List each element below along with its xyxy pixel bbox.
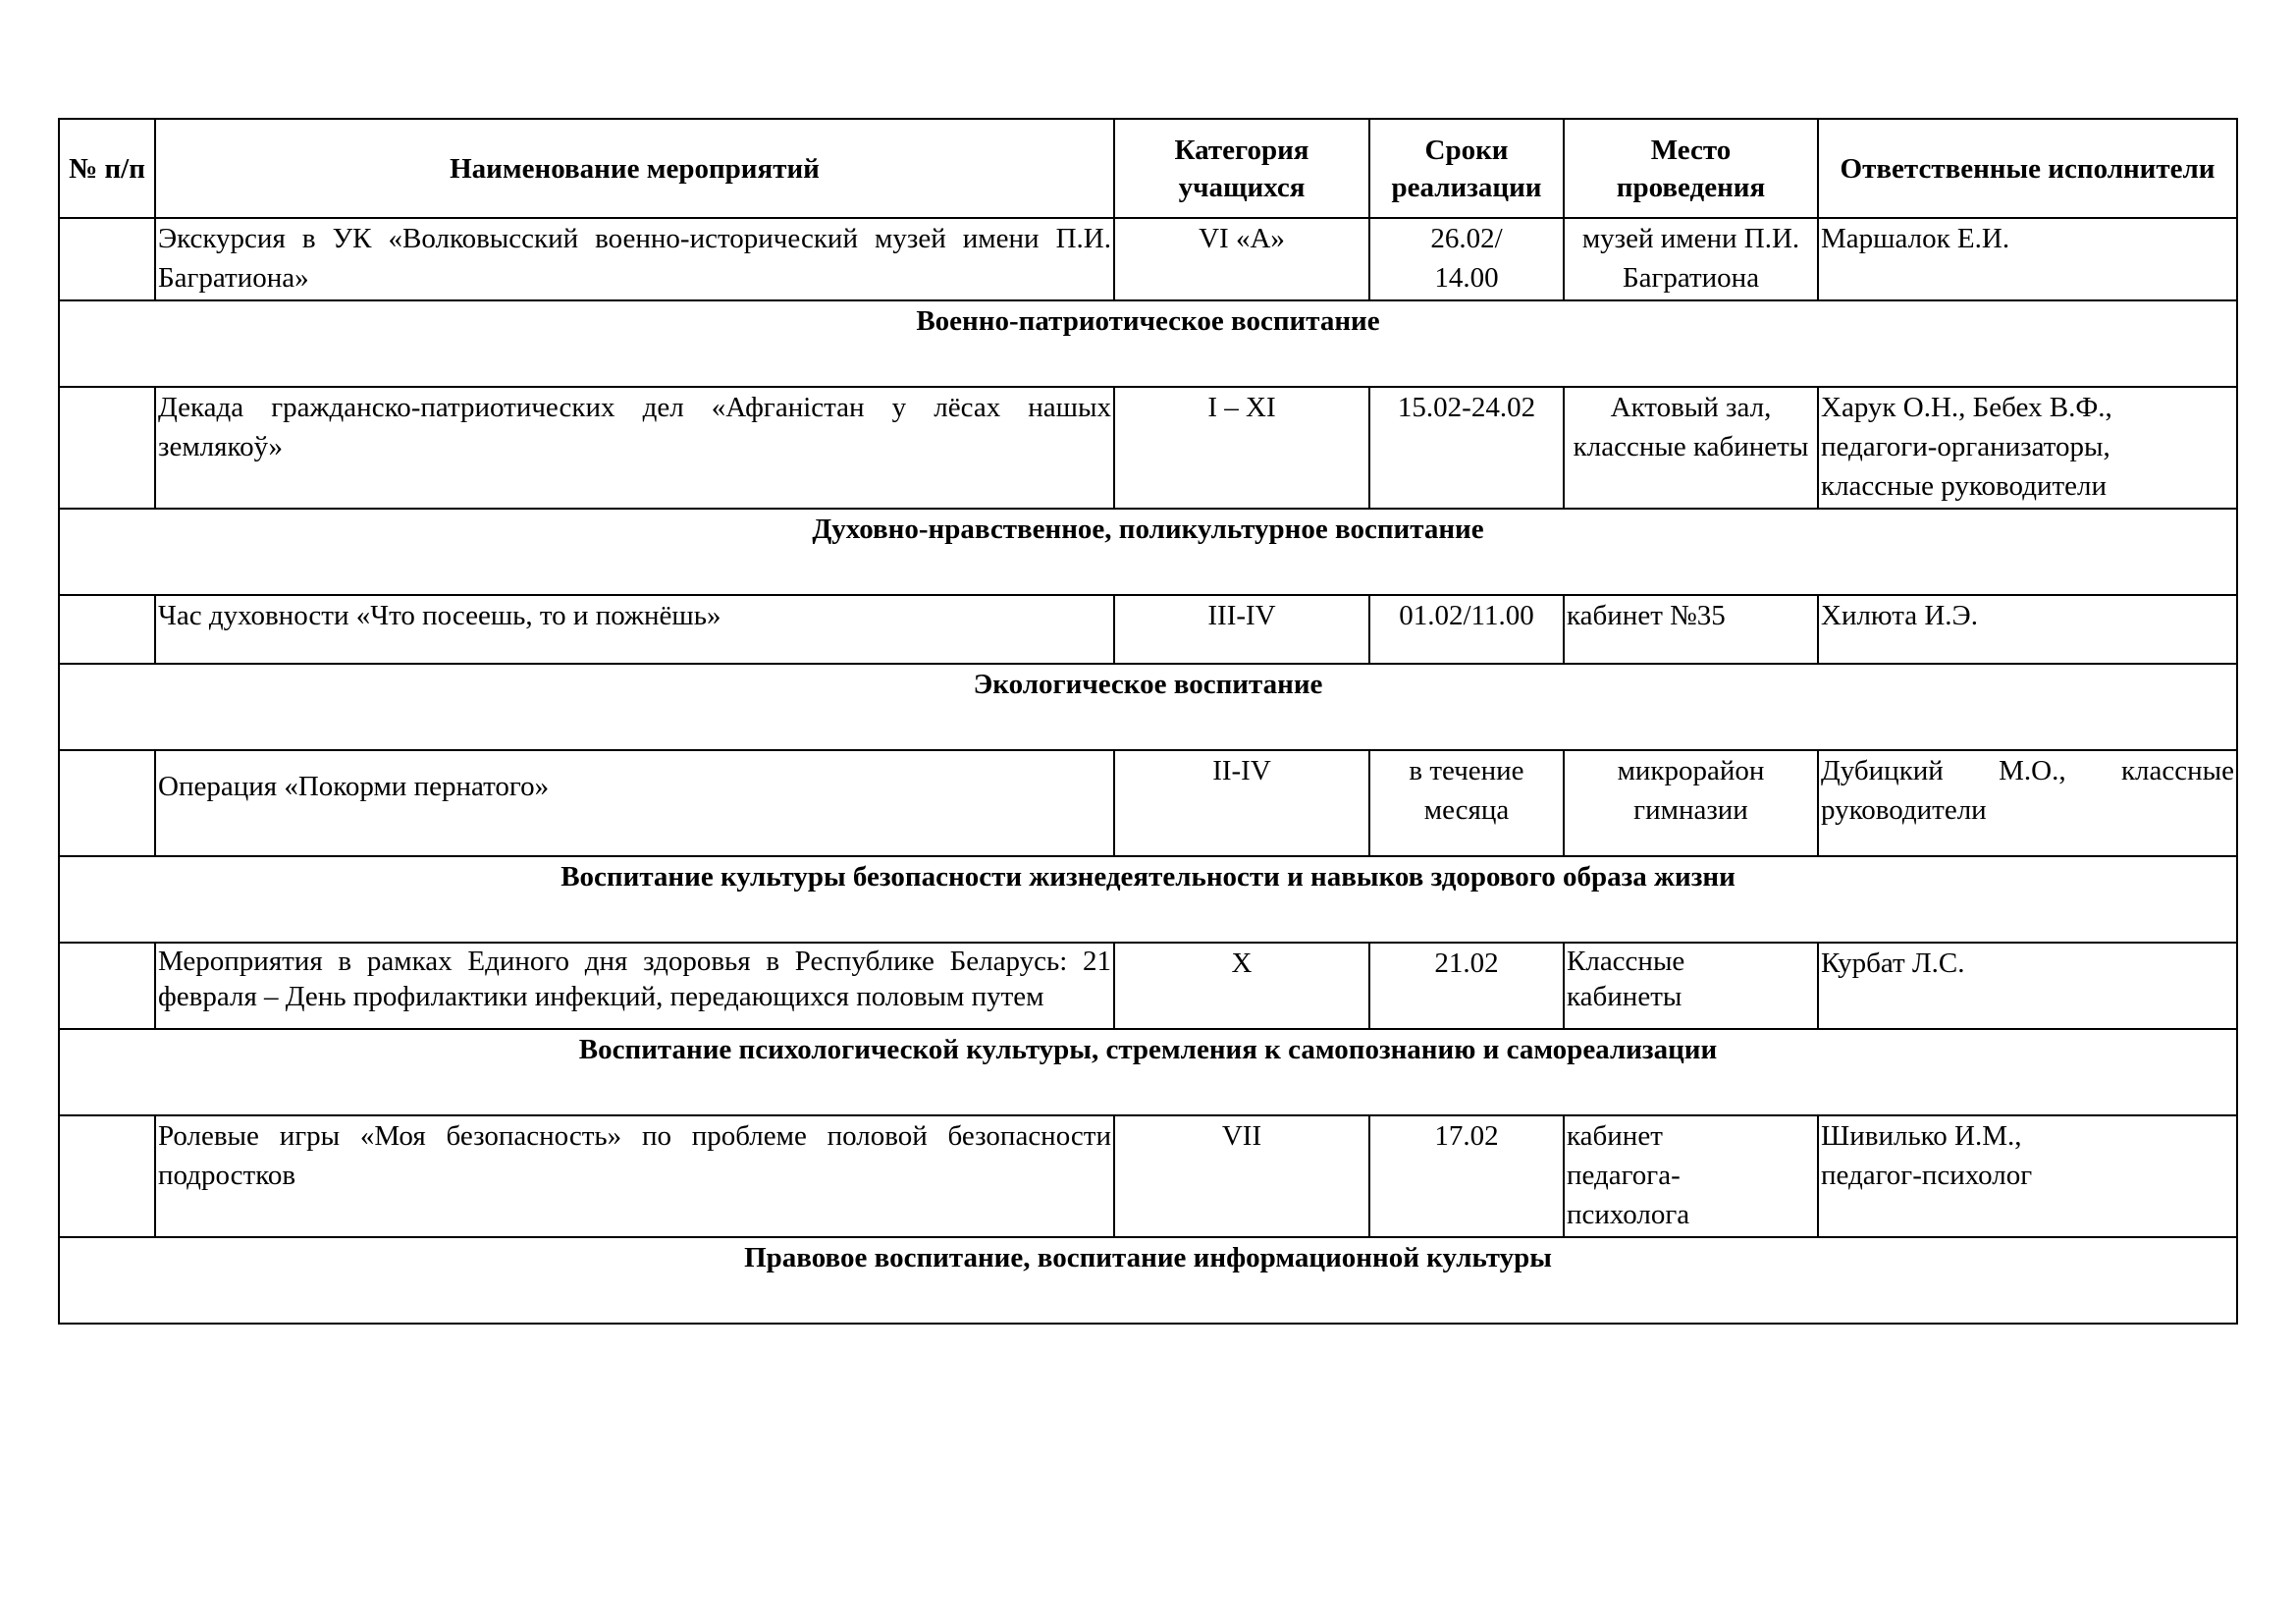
category-cell: III-IV [1114, 595, 1369, 664]
row-number-cell [59, 218, 155, 300]
place-cell: Классные кабинеты [1564, 943, 1818, 1029]
table-row [59, 1115, 2237, 1237]
event-name-cell: Мероприятия в рамках Единого дня здоровья в Республике Беларусь: 21 февраля – День профилактики инфекций, передающихся половым путем [155, 943, 1114, 1029]
section-heading: Духовно-нравственное, поликультурное воспитание [59, 509, 2237, 595]
table-row [59, 750, 2237, 856]
event-name-cell: Декада гражданско-патриотических дел «Афганістан у лёсах нашых землякоў» [155, 387, 1114, 509]
category-cell: X [1114, 943, 1369, 1029]
dates-cell: 17.02 [1369, 1115, 1564, 1237]
header-dates: Сроки реализации [1369, 119, 1564, 218]
section-heading: Экологическое воспитание [59, 664, 2237, 750]
dates-cell: 26.02/ 14.00 [1369, 218, 1564, 300]
responsible-cell: Маршалок Е.И. [1818, 218, 2237, 300]
section-row [59, 664, 2237, 750]
section-row [59, 300, 2237, 387]
section-heading: Воспитание психологической культуры, стремления к самопознанию и самореализации [59, 1029, 2237, 1115]
dates-cell: в течение месяца [1369, 750, 1564, 856]
place-cell: Актовый зал, классные кабинеты [1564, 387, 1818, 509]
category-cell: VII [1114, 1115, 1369, 1237]
category-cell: II-IV [1114, 750, 1369, 856]
responsible-cell: Дубицкий М.О., классные руководители [1818, 750, 2237, 856]
row-number-cell [59, 595, 155, 664]
responsible-cell: Хилюта И.Э. [1818, 595, 2237, 664]
event-name-cell: Операция «Покорми пернатого» [155, 750, 1114, 856]
section-heading: Правовое воспитание, воспитание информационной культуры [59, 1237, 2237, 1324]
section-heading: Военно-патриотическое воспитание [59, 300, 2237, 387]
document-page [58, 118, 2236, 1325]
row-number-cell [59, 387, 155, 509]
section-row [59, 1029, 2237, 1115]
event-name-cell: Час духовности «Что посеешь, то и пожнёшь» [155, 595, 1114, 664]
table-row [59, 943, 2237, 1029]
table-row [59, 218, 2237, 300]
event-name-cell: Экскурсия в УК «Волковысский военно-исторический музей имени П.И. Багратиона» [155, 218, 1114, 300]
responsible-cell: Курбат Л.С. [1818, 943, 2237, 1029]
events-table [58, 118, 2238, 1325]
section-heading: Воспитание культуры безопасности жизнедеятельности и навыков здорового образа жизни [59, 856, 2237, 943]
category-cell: I – XI [1114, 387, 1369, 509]
table-row [59, 387, 2237, 509]
row-number-cell [59, 750, 155, 856]
responsible-cell: Шивилько И.М., педагог-психолог [1818, 1115, 2237, 1237]
section-row [59, 856, 2237, 943]
header-student-category: Категория учащихся [1114, 119, 1369, 218]
dates-cell: 15.02-24.02 [1369, 387, 1564, 509]
place-cell: кабинет №35 [1564, 595, 1818, 664]
row-number-cell [59, 943, 155, 1029]
place-cell: микрорайон гимназии [1564, 750, 1818, 856]
header-event-name: Наименование мероприятий [155, 119, 1114, 218]
responsible-cell: Харук О.Н., Бебех В.Ф., педагоги-организаторы, классные руководители [1818, 387, 2237, 509]
dates-cell: 01.02/11.00 [1369, 595, 1564, 664]
dates-cell: 21.02 [1369, 943, 1564, 1029]
place-cell: кабинет педагога- психолога [1564, 1115, 1818, 1237]
event-name-cell: Ролевые игры «Моя безопасность» по проблеме половой безопасности подростков [155, 1115, 1114, 1237]
table-header-row [59, 119, 2237, 218]
table-row [59, 595, 2237, 664]
header-responsible: Ответственные исполнители [1818, 119, 2237, 218]
section-row [59, 1237, 2237, 1324]
section-row [59, 509, 2237, 595]
row-number-cell [59, 1115, 155, 1237]
header-number: № п/п [59, 119, 155, 218]
category-cell: VI «А» [1114, 218, 1369, 300]
header-place: Место проведения [1564, 119, 1818, 218]
place-cell: музей имени П.И. Багратиона [1564, 218, 1818, 300]
